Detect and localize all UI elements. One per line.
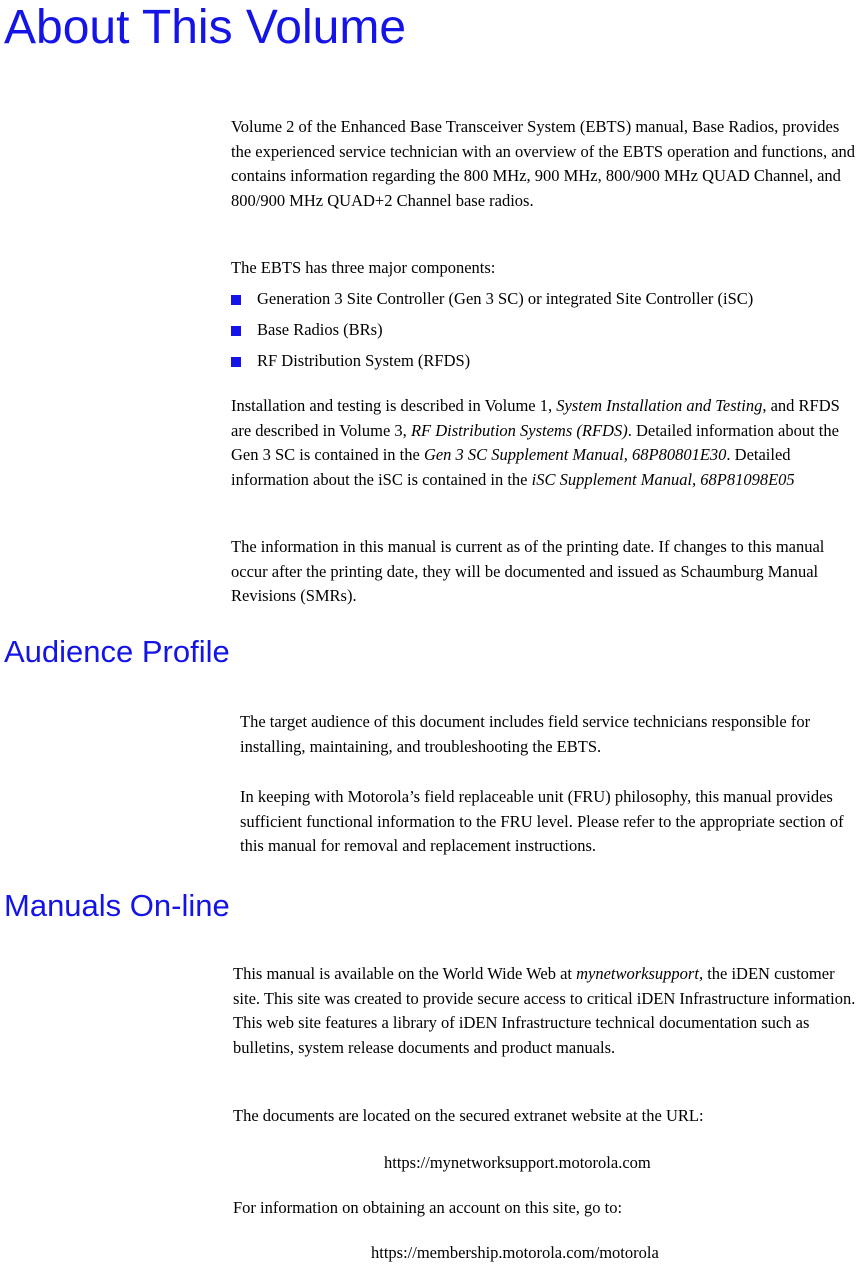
isc-manual-title: iSC Supplement Manual, 68P81098E05 [531, 469, 795, 489]
list-item [231, 318, 861, 349]
text-run: , the iDEN customer site. This site was created to provide secure access to critical iDEN Infrastructure information. This web site features a library of iDEN Infrastructure technical documentation such as bulletins, system release documents and product manuals. [233, 964, 856, 1057]
support-url-link[interactable]: https://mynetworksupport.motorola.com [384, 1153, 651, 1172]
list-item-text: Generation 3 Site Controller (Gen 3 SC) or integrated Site Controller (iSC) [257, 289, 754, 308]
list-item-text: Base Radios (BRs) [257, 320, 383, 339]
list-item [231, 287, 861, 318]
components-intro: The EBTS has three major components: [231, 258, 496, 277]
site-name: mynetworksupport [576, 964, 699, 983]
currency-paragraph: The information in this manual is current as of the printing date. If changes to this manual occur after the printing date, they will be documented and issued as Schaumburg Manual Revisions (SMRs). [231, 537, 825, 605]
url-intro: The documents are located on the secured extranet website at the URL: [233, 1106, 704, 1125]
web-availability-paragraph [233, 962, 861, 1060]
list-item-text: RF Distribution System (RFDS) [257, 351, 471, 370]
membership-url-link[interactable]: https://membership.motorola.com/motorola [371, 1243, 659, 1262]
list-item [231, 349, 861, 380]
text-run: Installation and testing is described in Volume 1, [231, 396, 557, 415]
about-intro-paragraph: Volume 2 of the Enhanced Base Transceiver System (EBTS) manual, Base Radios, provides the experienced service technician with an overview of the EBTS operation and functions, and contains information regarding the 800 MHz, 900 MHz, 800/900 MHz QUAD Channel, and 800/900 MHz QUAD+2 Channel base radios. [231, 117, 856, 210]
page-title: About This Volume [4, 1, 407, 54]
text-run: , and RFDS are described in Volume 3, [231, 396, 840, 440]
component-list [231, 287, 861, 380]
text-run: . Detailed information about the iSC is contained in the [231, 445, 791, 489]
audience-paragraph: The target audience of this document includes field service technicians responsible for installing, maintaining, and troubleshooting the EBTS. [240, 712, 811, 756]
volume-3-title: RF Distribution Systems (RFDS) [410, 420, 628, 440]
audience-profile-heading: Audience Profile [4, 634, 230, 669]
text-run: This manual is available on the World Wide Web at [233, 964, 577, 983]
volume-1-title: System Installation and Testing [556, 396, 763, 415]
account-info-paragraph: For information on obtaining an account on this site, go to: [233, 1198, 623, 1217]
square-bullet-icon [231, 295, 241, 305]
text-run: . Detailed information about the Gen 3 SC is contained in the [231, 420, 839, 464]
installation-paragraph [231, 394, 861, 492]
manuals-online-heading: Manuals On-line [4, 888, 230, 923]
square-bullet-icon [231, 357, 241, 367]
square-bullet-icon [231, 326, 241, 336]
fru-paragraph: In keeping with Motorola’s field replaceable unit (FRU) philosophy, this manual provides sufficient functional information to the FRU level. Please refer to the appropriate section of this manual for removal and replacement instructions. [240, 787, 844, 855]
gen3-manual-title: Gen 3 SC Supplement Manual, 68P80801E30 [423, 445, 727, 464]
